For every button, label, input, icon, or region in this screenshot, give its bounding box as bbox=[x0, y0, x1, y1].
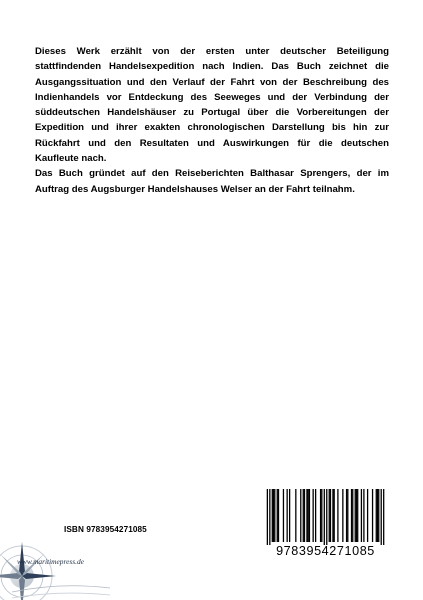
barcode-bar bbox=[289, 489, 290, 542]
barcode-bar bbox=[306, 489, 307, 542]
barcode-bar bbox=[324, 489, 325, 545]
back-cover-blurb bbox=[35, 44, 389, 197]
barcode-bar bbox=[273, 489, 274, 542]
barcode-bar bbox=[278, 489, 279, 542]
barcode-bar bbox=[274, 489, 275, 542]
barcode-bar bbox=[313, 489, 314, 542]
barcode-bar bbox=[376, 489, 377, 542]
blurb-paragraph-2: Das Buch gründet auf den Reiseberichten Balthasar Sprengers, der im Auftrag des Augsburger Handelshauses Welser an der Fahrt teilnahm. bbox=[35, 168, 389, 195]
barcode-bar bbox=[332, 489, 333, 542]
barcode-bar bbox=[342, 489, 343, 542]
blurb-paragraph-1: Dieses Werk erzählt von der ersten unter deutscher Beteiligung stattfindenden Handelsexpedition nach Indien. Das Buch zeichnet die Ausgangssituation und den Verlauf der Fahrt von der Beschreibung des Indienhandels vor Entdeckung des Seeweges und der Verbindung der süddeutschen Handelshäuser zu Portugal über die Vorbereitungen der Expedition und ihrer exakten chronologischen Darstellung bis hin zur Rückfahrt und den Resultaten und Auswirkungen für die deutschen Kaufleute nach. bbox=[35, 46, 389, 165]
barcode-bar bbox=[287, 489, 288, 542]
compass-rose-icon bbox=[0, 532, 112, 600]
barcode-number: 9783954271085 bbox=[276, 544, 375, 558]
barcode-bar bbox=[351, 489, 352, 542]
barcode-bar bbox=[303, 489, 304, 542]
barcode-bar bbox=[361, 489, 362, 542]
barcode-bar bbox=[315, 489, 316, 542]
barcode-bar bbox=[277, 489, 278, 542]
barcode-bar bbox=[334, 489, 335, 542]
barcode-bar bbox=[300, 489, 301, 542]
barcode-bar bbox=[347, 489, 348, 542]
barcode-bar bbox=[363, 489, 364, 542]
barcode-bar bbox=[356, 489, 357, 542]
isbn-barcode bbox=[263, 489, 388, 564]
barcode-bar bbox=[308, 489, 309, 542]
barcode-bar bbox=[283, 489, 284, 542]
barcode-bars bbox=[263, 489, 388, 545]
barcode-bar bbox=[357, 489, 358, 542]
barcode-bar bbox=[337, 489, 338, 542]
barcode-bar bbox=[267, 489, 268, 545]
barcode-bar bbox=[367, 489, 368, 542]
publisher-url: www.maritimepress.de bbox=[17, 557, 84, 566]
barcode-bar bbox=[321, 489, 322, 542]
barcode-bar bbox=[329, 489, 330, 542]
barcode-bar bbox=[269, 489, 270, 545]
barcode-bar bbox=[295, 489, 296, 542]
isbn-label: ISBN 9783954271085 bbox=[64, 525, 147, 534]
barcode-bar bbox=[383, 489, 384, 545]
barcode-bar bbox=[381, 489, 382, 545]
barcode-bar bbox=[377, 489, 378, 542]
barcode-bar bbox=[326, 489, 327, 545]
barcode-bar bbox=[346, 489, 347, 542]
barcode-bar bbox=[352, 489, 353, 542]
barcode-bar bbox=[272, 489, 273, 542]
barcode-bar bbox=[330, 489, 331, 542]
barcode-bar bbox=[372, 489, 373, 542]
barcode-bar bbox=[304, 489, 305, 542]
barcode-bar bbox=[309, 489, 310, 542]
barcode-bar bbox=[355, 489, 356, 542]
barcode-bar bbox=[320, 489, 321, 542]
barcode-bar bbox=[378, 489, 379, 542]
